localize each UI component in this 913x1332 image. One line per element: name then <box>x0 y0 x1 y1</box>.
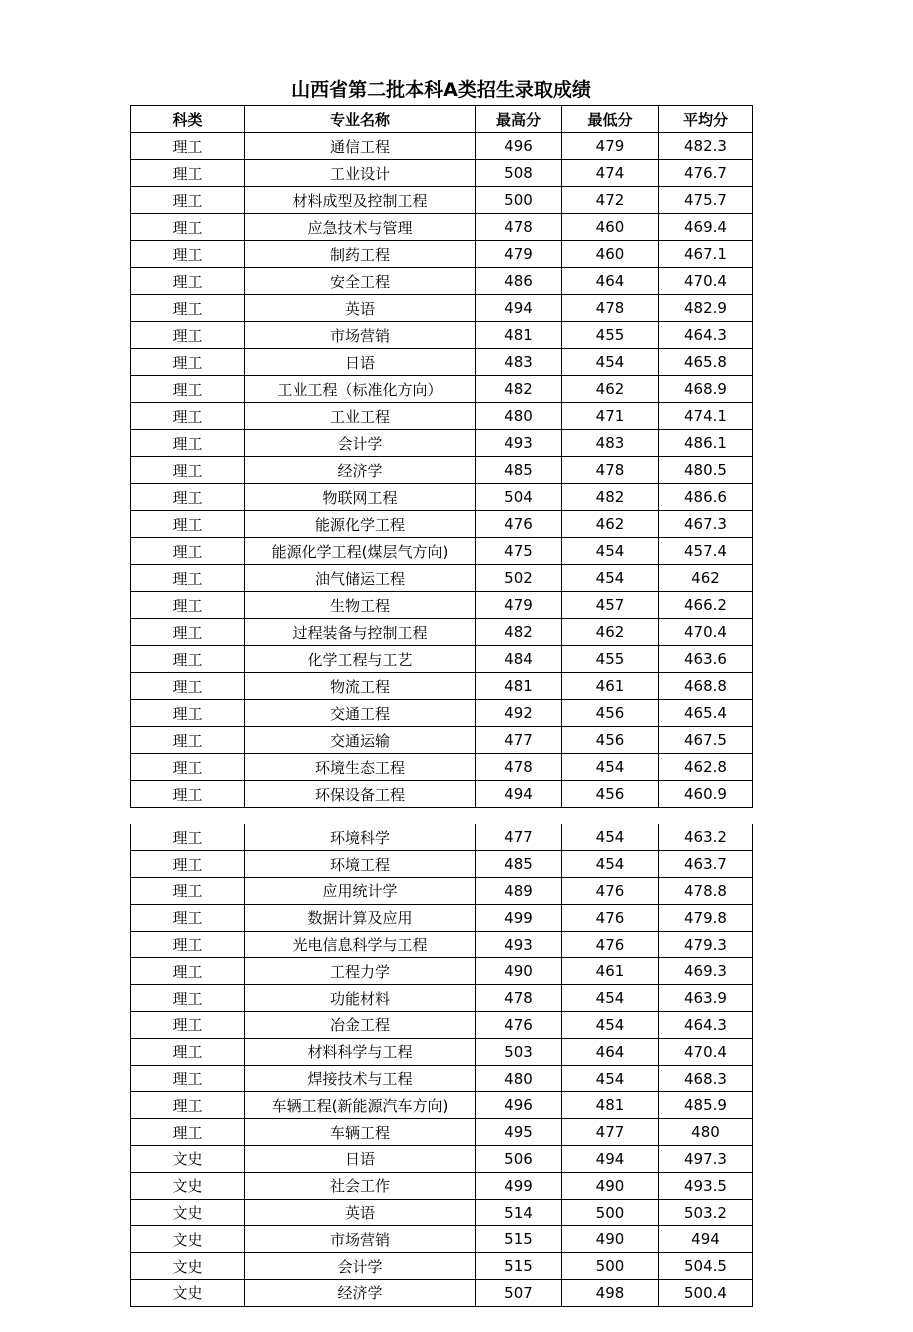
cell-max-score: 489 <box>476 878 562 905</box>
cell-min-score: 476 <box>562 878 659 905</box>
cell-category: 理工 <box>131 457 245 484</box>
table-row <box>131 430 753 457</box>
cell-max-score: 500 <box>476 187 562 214</box>
header-min-score: 最低分 <box>562 106 659 133</box>
cell-category: 理工 <box>131 511 245 538</box>
cell-major: 功能材料 <box>245 985 476 1012</box>
cell-major: 安全工程 <box>245 268 476 295</box>
cell-avg-score: 465.4 <box>659 700 753 727</box>
cell-avg-score: 462.8 <box>659 754 753 781</box>
cell-major: 工业工程 <box>245 403 476 430</box>
cell-max-score: 477 <box>476 824 562 851</box>
cell-category: 理工 <box>131 781 245 808</box>
table-header-row <box>131 106 753 133</box>
cell-max-score: 495 <box>476 1119 562 1146</box>
cell-category: 文史 <box>131 1226 245 1253</box>
cell-category: 理工 <box>131 958 245 985</box>
table-row <box>131 592 753 619</box>
cell-major: 应用统计学 <box>245 878 476 905</box>
table-row <box>131 538 753 565</box>
cell-category: 理工 <box>131 160 245 187</box>
cell-min-score: 464 <box>562 1038 659 1065</box>
cell-min-score: 500 <box>562 1253 659 1280</box>
cell-min-score: 494 <box>562 1146 659 1173</box>
table-row <box>131 1226 753 1253</box>
cell-category: 理工 <box>131 538 245 565</box>
cell-min-score: 479 <box>562 133 659 160</box>
cell-category: 文史 <box>131 1146 245 1173</box>
cell-avg-score: 485.9 <box>659 1092 753 1119</box>
cell-min-score: 461 <box>562 958 659 985</box>
cell-max-score: 479 <box>476 241 562 268</box>
cell-max-score: 508 <box>476 160 562 187</box>
cell-major: 会计学 <box>245 1253 476 1280</box>
cell-category: 理工 <box>131 187 245 214</box>
cell-max-score: 496 <box>476 133 562 160</box>
cell-min-score: 490 <box>562 1172 659 1199</box>
cell-max-score: 502 <box>476 565 562 592</box>
table-row <box>131 133 753 160</box>
cell-max-score: 480 <box>476 1065 562 1092</box>
cell-major: 交通运输 <box>245 727 476 754</box>
page-title: 山西省第二批本科A类招生录取成绩 <box>291 79 591 101</box>
cell-avg-score: 463.7 <box>659 851 753 878</box>
cell-category: 理工 <box>131 322 245 349</box>
table-row <box>131 1119 753 1146</box>
scores-table-part1 <box>130 105 753 808</box>
cell-category: 理工 <box>131 878 245 905</box>
cell-max-score: 496 <box>476 1092 562 1119</box>
cell-avg-score: 475.7 <box>659 187 753 214</box>
cell-category: 理工 <box>131 565 245 592</box>
header-category: 科类 <box>131 106 245 133</box>
cell-category: 理工 <box>131 1012 245 1039</box>
table-row <box>131 727 753 754</box>
cell-category: 理工 <box>131 484 245 511</box>
cell-min-score: 454 <box>562 754 659 781</box>
cell-max-score: 478 <box>476 985 562 1012</box>
cell-max-score: 476 <box>476 1012 562 1039</box>
cell-major: 能源化学工程(煤层气方向) <box>245 538 476 565</box>
table-row <box>131 214 753 241</box>
cell-min-score: 454 <box>562 1065 659 1092</box>
cell-max-score: 499 <box>476 1172 562 1199</box>
table-row <box>131 958 753 985</box>
cell-category: 理工 <box>131 241 245 268</box>
cell-min-score: 460 <box>562 214 659 241</box>
cell-major: 交通工程 <box>245 700 476 727</box>
cell-max-score: 482 <box>476 619 562 646</box>
cell-avg-score: 470.4 <box>659 1038 753 1065</box>
cell-major: 能源化学工程 <box>245 511 476 538</box>
cell-major: 经济学 <box>245 457 476 484</box>
cell-min-score: 476 <box>562 904 659 931</box>
cell-min-score: 490 <box>562 1226 659 1253</box>
cell-category: 理工 <box>131 133 245 160</box>
header-max-score: 最高分 <box>476 106 562 133</box>
cell-avg-score: 479.8 <box>659 904 753 931</box>
cell-avg-score: 504.5 <box>659 1253 753 1280</box>
cell-max-score: 481 <box>476 673 562 700</box>
table-row <box>131 851 753 878</box>
cell-min-score: 462 <box>562 376 659 403</box>
cell-category: 理工 <box>131 727 245 754</box>
cell-category: 理工 <box>131 700 245 727</box>
cell-max-score: 515 <box>476 1226 562 1253</box>
header-avg-score: 平均分 <box>659 106 753 133</box>
cell-avg-score: 479.3 <box>659 931 753 958</box>
cell-max-score: 481 <box>476 322 562 349</box>
table-row <box>131 1012 753 1039</box>
cell-major: 日语 <box>245 349 476 376</box>
cell-max-score: 503 <box>476 1038 562 1065</box>
cell-avg-score: 468.3 <box>659 1065 753 1092</box>
cell-avg-score: 476.7 <box>659 160 753 187</box>
cell-major: 物联网工程 <box>245 484 476 511</box>
cell-category: 理工 <box>131 673 245 700</box>
cell-category: 理工 <box>131 268 245 295</box>
cell-major: 过程装备与控制工程 <box>245 619 476 646</box>
cell-max-score: 484 <box>476 646 562 673</box>
cell-category: 理工 <box>131 1092 245 1119</box>
cell-avg-score: 462 <box>659 565 753 592</box>
cell-avg-score: 480.5 <box>659 457 753 484</box>
table-row <box>131 511 753 538</box>
cell-min-score: 454 <box>562 985 659 1012</box>
cell-major: 会计学 <box>245 430 476 457</box>
cell-category: 理工 <box>131 985 245 1012</box>
cell-max-score: 494 <box>476 295 562 322</box>
cell-category: 理工 <box>131 824 245 851</box>
cell-major: 焊接技术与工程 <box>245 1065 476 1092</box>
table-row <box>131 1199 753 1226</box>
cell-category: 理工 <box>131 646 245 673</box>
cell-category: 理工 <box>131 214 245 241</box>
cell-avg-score: 465.8 <box>659 349 753 376</box>
cell-max-score: 480 <box>476 403 562 430</box>
cell-major: 光电信息科学与工程 <box>245 931 476 958</box>
cell-major: 英语 <box>245 1199 476 1226</box>
cell-major: 日语 <box>245 1146 476 1173</box>
cell-major: 市场营销 <box>245 1226 476 1253</box>
table-row <box>131 1065 753 1092</box>
cell-max-score: 504 <box>476 484 562 511</box>
cell-max-score: 485 <box>476 851 562 878</box>
cell-max-score: 475 <box>476 538 562 565</box>
cell-min-score: 456 <box>562 727 659 754</box>
cell-category: 理工 <box>131 592 245 619</box>
cell-major: 社会工作 <box>245 1172 476 1199</box>
cell-min-score: 472 <box>562 187 659 214</box>
cell-avg-score: 500.4 <box>659 1280 753 1307</box>
cell-min-score: 454 <box>562 851 659 878</box>
cell-min-score: 474 <box>562 160 659 187</box>
table-row <box>131 1092 753 1119</box>
cell-avg-score: 494 <box>659 1226 753 1253</box>
cell-avg-score: 468.9 <box>659 376 753 403</box>
table-row <box>131 295 753 322</box>
cell-major: 数据计算及应用 <box>245 904 476 931</box>
cell-max-score: 486 <box>476 268 562 295</box>
table-row <box>131 619 753 646</box>
cell-min-score: 500 <box>562 1199 659 1226</box>
cell-max-score: 494 <box>476 781 562 808</box>
table-row <box>131 565 753 592</box>
table-row <box>131 403 753 430</box>
cell-min-score: 455 <box>562 646 659 673</box>
cell-avg-score: 470.4 <box>659 268 753 295</box>
cell-category: 理工 <box>131 1065 245 1092</box>
cell-max-score: 476 <box>476 511 562 538</box>
cell-major: 制药工程 <box>245 241 476 268</box>
table-row <box>131 457 753 484</box>
cell-avg-score: 474.1 <box>659 403 753 430</box>
cell-major: 英语 <box>245 295 476 322</box>
cell-min-score: 476 <box>562 931 659 958</box>
table-row <box>131 700 753 727</box>
cell-min-score: 464 <box>562 268 659 295</box>
cell-category: 文史 <box>131 1253 245 1280</box>
cell-max-score: 478 <box>476 214 562 241</box>
cell-major: 环境科学 <box>245 824 476 851</box>
cell-min-score: 461 <box>562 673 659 700</box>
cell-min-score: 454 <box>562 538 659 565</box>
cell-max-score: 515 <box>476 1253 562 1280</box>
cell-min-score: 454 <box>562 824 659 851</box>
cell-min-score: 455 <box>562 322 659 349</box>
cell-major: 环保设备工程 <box>245 781 476 808</box>
cell-avg-score: 469.3 <box>659 958 753 985</box>
cell-major: 工业设计 <box>245 160 476 187</box>
cell-category: 理工 <box>131 931 245 958</box>
cell-max-score: 478 <box>476 754 562 781</box>
cell-avg-score: 469.4 <box>659 214 753 241</box>
cell-category: 理工 <box>131 754 245 781</box>
cell-major: 材料成型及控制工程 <box>245 187 476 214</box>
cell-min-score: 457 <box>562 592 659 619</box>
cell-max-score: 477 <box>476 727 562 754</box>
cell-major: 生物工程 <box>245 592 476 619</box>
cell-category: 理工 <box>131 403 245 430</box>
table-row <box>131 241 753 268</box>
cell-category: 文史 <box>131 1199 245 1226</box>
cell-avg-score: 457.4 <box>659 538 753 565</box>
cell-min-score: 454 <box>562 349 659 376</box>
cell-category: 理工 <box>131 430 245 457</box>
cell-max-score: 514 <box>476 1199 562 1226</box>
cell-avg-score: 493.5 <box>659 1172 753 1199</box>
cell-min-score: 462 <box>562 619 659 646</box>
cell-avg-score: 463.2 <box>659 824 753 851</box>
table-row <box>131 1172 753 1199</box>
table-row <box>131 754 753 781</box>
cell-category: 理工 <box>131 349 245 376</box>
cell-avg-score: 486.1 <box>659 430 753 457</box>
cell-major: 车辆工程 <box>245 1119 476 1146</box>
cell-max-score: 493 <box>476 430 562 457</box>
table-row <box>131 484 753 511</box>
cell-max-score: 499 <box>476 904 562 931</box>
table-row <box>131 349 753 376</box>
cell-min-score: 498 <box>562 1280 659 1307</box>
cell-avg-score: 468.8 <box>659 673 753 700</box>
cell-major: 油气储运工程 <box>245 565 476 592</box>
table-row <box>131 1146 753 1173</box>
cell-category: 理工 <box>131 1119 245 1146</box>
cell-min-score: 482 <box>562 484 659 511</box>
table-row <box>131 673 753 700</box>
header-major: 专业名称 <box>245 106 476 133</box>
table-row <box>131 322 753 349</box>
cell-avg-score: 470.4 <box>659 619 753 646</box>
cell-max-score: 490 <box>476 958 562 985</box>
cell-max-score: 506 <box>476 1146 562 1173</box>
table-row <box>131 904 753 931</box>
cell-min-score: 454 <box>562 565 659 592</box>
cell-major: 市场营销 <box>245 322 476 349</box>
cell-avg-score: 464.3 <box>659 1012 753 1039</box>
cell-major: 通信工程 <box>245 133 476 160</box>
cell-max-score: 482 <box>476 376 562 403</box>
cell-avg-score: 497.3 <box>659 1146 753 1173</box>
cell-avg-score: 478.8 <box>659 878 753 905</box>
cell-category: 文史 <box>131 1280 245 1307</box>
cell-category: 理工 <box>131 619 245 646</box>
table-row <box>131 931 753 958</box>
table-row <box>131 985 753 1012</box>
table-row <box>131 1038 753 1065</box>
cell-avg-score: 467.5 <box>659 727 753 754</box>
cell-major: 材料科学与工程 <box>245 1038 476 1065</box>
cell-avg-score: 503.2 <box>659 1199 753 1226</box>
cell-major: 化学工程与工艺 <box>245 646 476 673</box>
cell-min-score: 478 <box>562 295 659 322</box>
cell-min-score: 471 <box>562 403 659 430</box>
cell-max-score: 507 <box>476 1280 562 1307</box>
cell-avg-score: 463.9 <box>659 985 753 1012</box>
cell-category: 理工 <box>131 851 245 878</box>
cell-category: 理工 <box>131 1038 245 1065</box>
cell-max-score: 493 <box>476 931 562 958</box>
cell-avg-score: 466.2 <box>659 592 753 619</box>
table-row <box>131 646 753 673</box>
table-row <box>131 824 753 851</box>
cell-min-score: 460 <box>562 241 659 268</box>
cell-min-score: 477 <box>562 1119 659 1146</box>
cell-major: 环境工程 <box>245 851 476 878</box>
cell-major: 工业工程（标准化方向） <box>245 376 476 403</box>
cell-avg-score: 463.6 <box>659 646 753 673</box>
cell-min-score: 481 <box>562 1092 659 1119</box>
table-row <box>131 268 753 295</box>
scores-table-part2 <box>130 824 753 1307</box>
table-row <box>131 1280 753 1307</box>
cell-major: 应急技术与管理 <box>245 214 476 241</box>
cell-avg-score: 486.6 <box>659 484 753 511</box>
cell-max-score: 485 <box>476 457 562 484</box>
cell-min-score: 478 <box>562 457 659 484</box>
cell-avg-score: 467.3 <box>659 511 753 538</box>
cell-avg-score: 482.3 <box>659 133 753 160</box>
table-row <box>131 160 753 187</box>
cell-max-score: 479 <box>476 592 562 619</box>
cell-category: 文史 <box>131 1172 245 1199</box>
cell-avg-score: 482.9 <box>659 295 753 322</box>
cell-min-score: 483 <box>562 430 659 457</box>
table-row <box>131 376 753 403</box>
cell-max-score: 483 <box>476 349 562 376</box>
cell-major: 经济学 <box>245 1280 476 1307</box>
cell-major: 工程力学 <box>245 958 476 985</box>
cell-min-score: 456 <box>562 700 659 727</box>
cell-avg-score: 467.1 <box>659 241 753 268</box>
cell-category: 理工 <box>131 376 245 403</box>
cell-category: 理工 <box>131 904 245 931</box>
table-row <box>131 878 753 905</box>
cell-avg-score: 460.9 <box>659 781 753 808</box>
cell-min-score: 454 <box>562 1012 659 1039</box>
cell-major: 冶金工程 <box>245 1012 476 1039</box>
cell-min-score: 462 <box>562 511 659 538</box>
table-row <box>131 781 753 808</box>
cell-major: 车辆工程(新能源汽车方向) <box>245 1092 476 1119</box>
cell-major: 物流工程 <box>245 673 476 700</box>
cell-category: 理工 <box>131 295 245 322</box>
cell-major: 环境生态工程 <box>245 754 476 781</box>
cell-avg-score: 480 <box>659 1119 753 1146</box>
cell-max-score: 492 <box>476 700 562 727</box>
table-row <box>131 1253 753 1280</box>
cell-avg-score: 464.3 <box>659 322 753 349</box>
table-row <box>131 187 753 214</box>
cell-min-score: 456 <box>562 781 659 808</box>
